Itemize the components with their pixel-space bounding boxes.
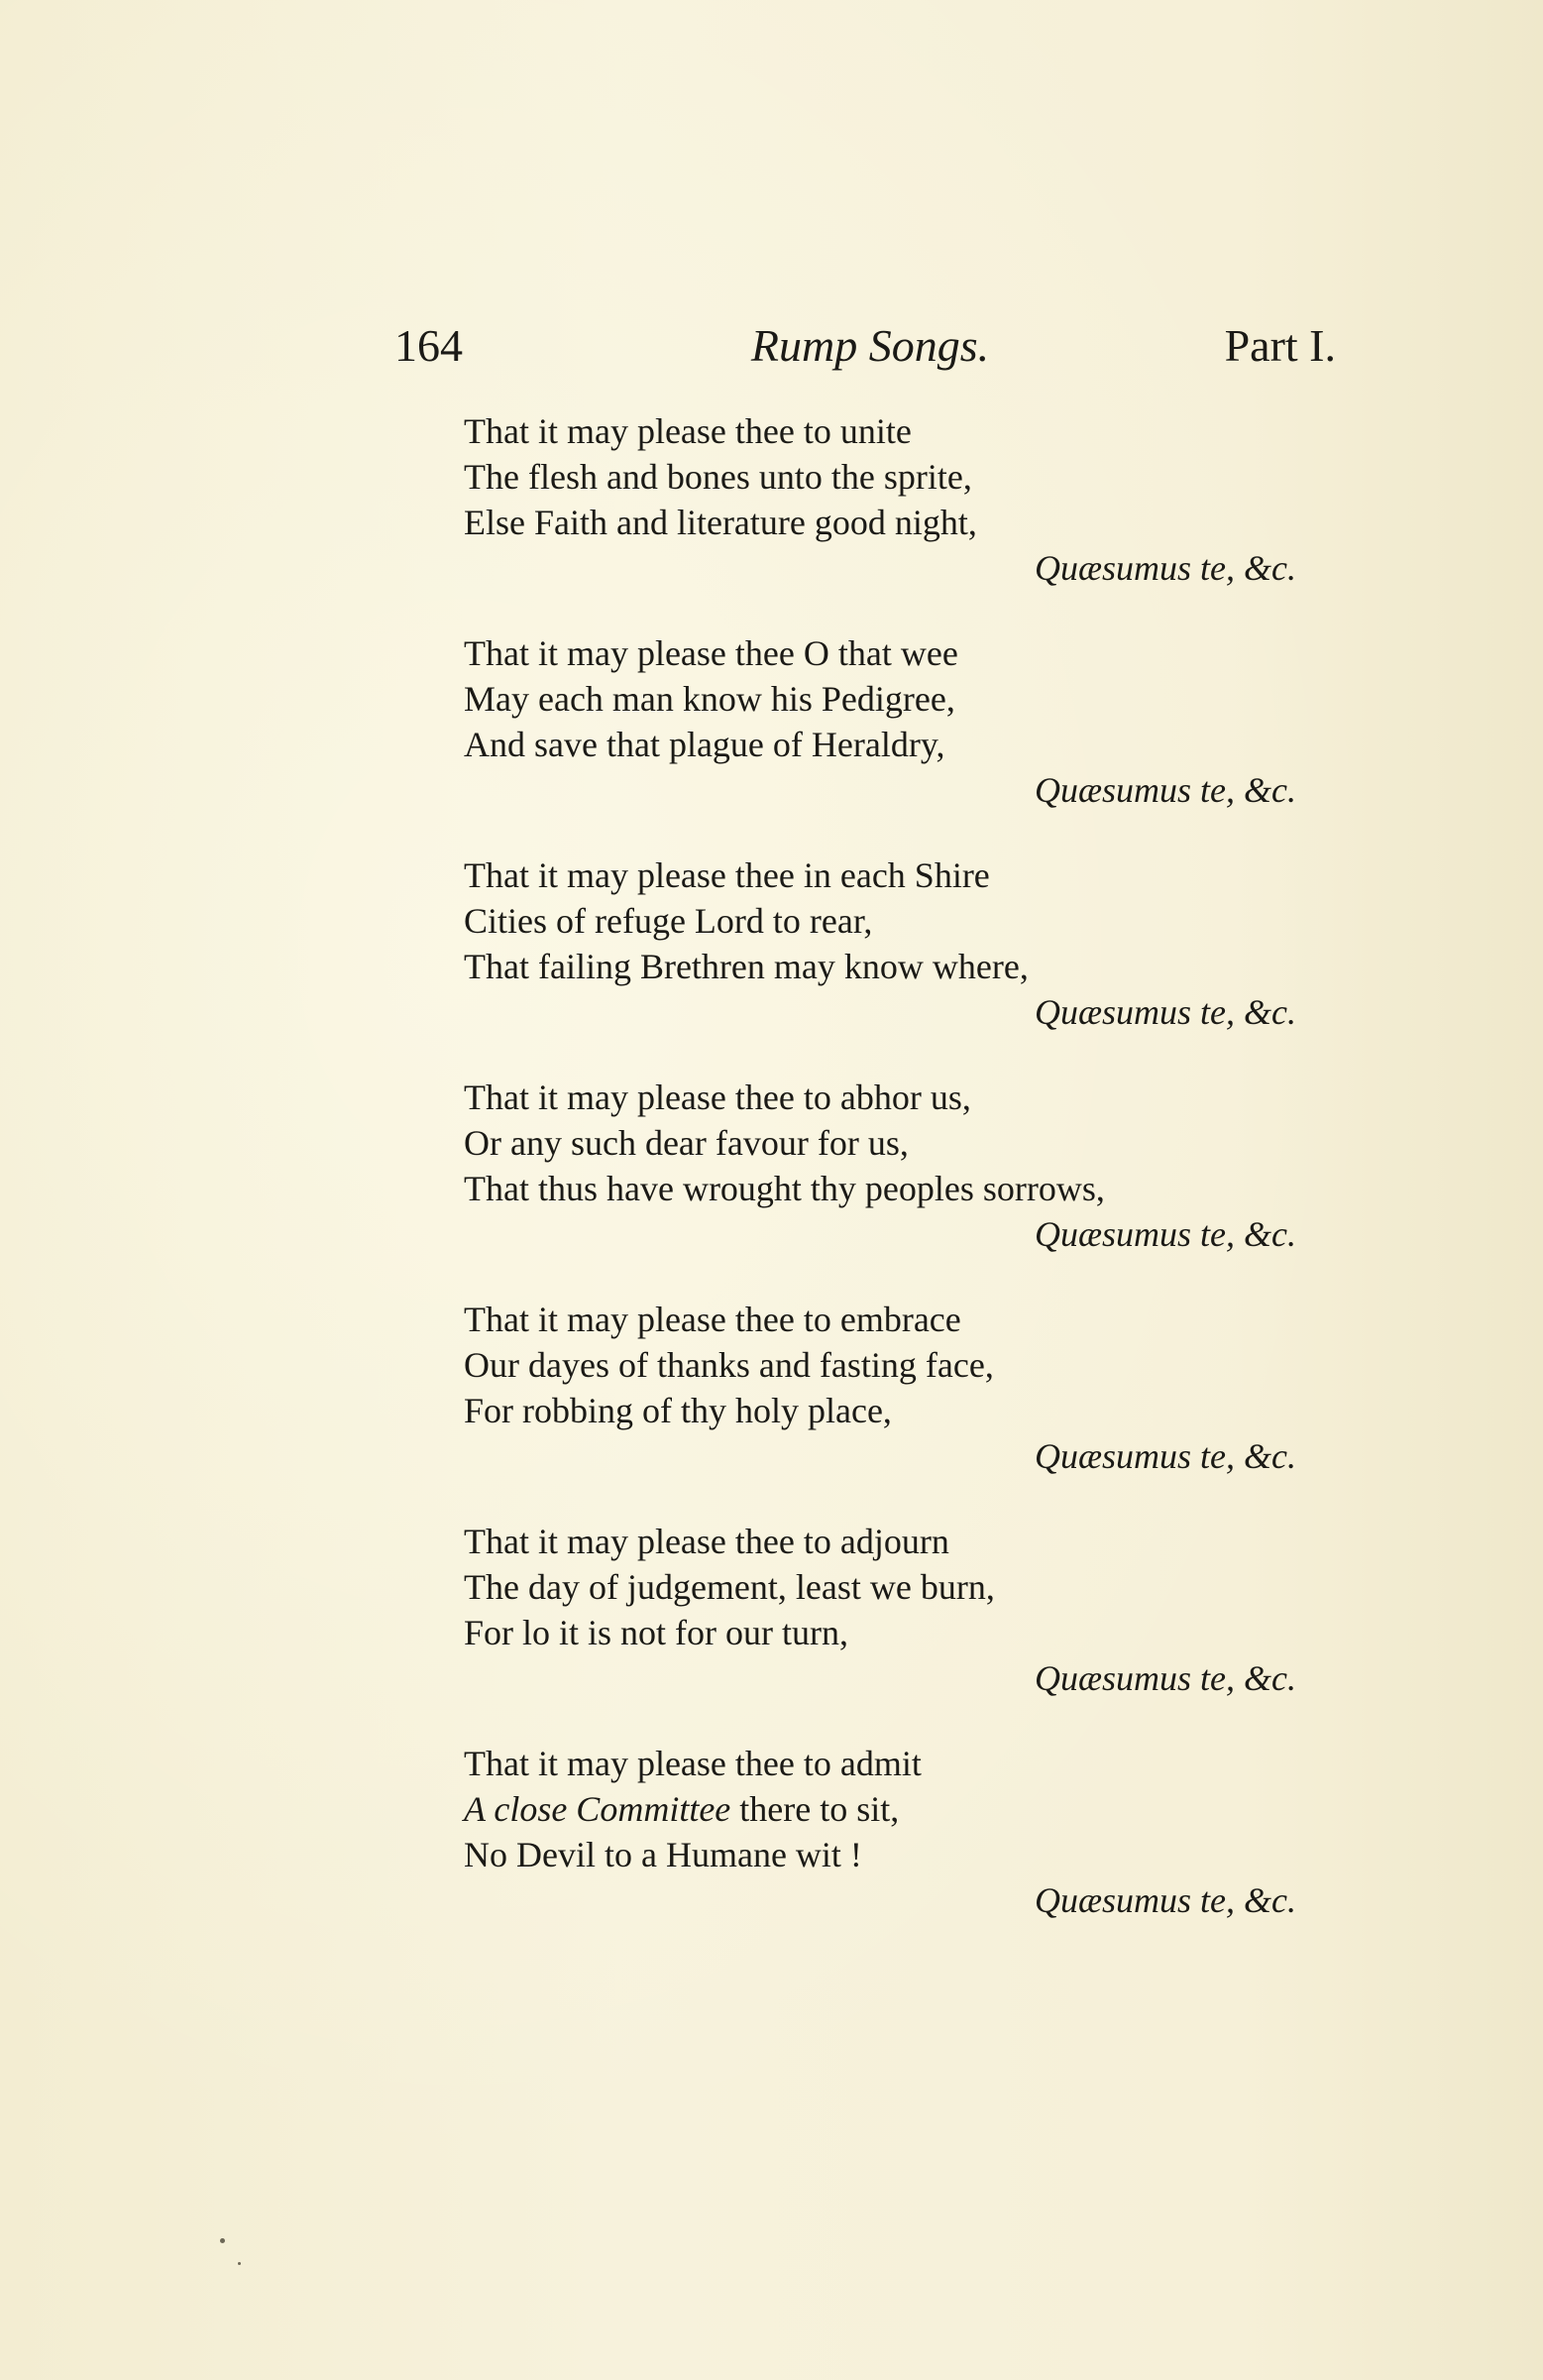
verse-line: That it may please thee to abhor us, <box>464 1077 971 1117</box>
verse-line: That it may please thee O that wee <box>464 633 958 673</box>
verse-line: No Devil to a Humane wit ! <box>464 1835 862 1874</box>
verse-line: That it may please thee to adjourn <box>464 1522 949 1561</box>
verse-line: That failing Brethren may know where, <box>464 947 1029 986</box>
page-number: 164 <box>394 320 463 371</box>
refrain-line: Quæsumus te, &c. <box>1035 1214 1296 1254</box>
verse-line: For lo it is not for our turn, <box>464 1613 848 1652</box>
verse-line: The flesh and bones unto the sprite, <box>464 457 972 497</box>
refrain-line: Quæsumus te, &c. <box>1035 992 1296 1032</box>
stanza <box>464 1741 1306 1963</box>
stanza <box>464 630 1306 852</box>
verse-line: And save that plague of Heraldry, <box>464 725 945 764</box>
verse-line: May each man know his Pedigree, <box>464 679 955 719</box>
italic-phrase: A close Committee <box>464 1789 731 1829</box>
stanza <box>464 1519 1306 1741</box>
stanza <box>464 1297 1306 1519</box>
stanza <box>464 408 1306 630</box>
refrain-line: Quæsumus te, &c. <box>1035 1436 1296 1476</box>
verse-line: Our dayes of thanks and fasting face, <box>464 1345 994 1385</box>
stanza <box>464 1075 1306 1297</box>
verse-line: Cities of refuge Lord to rear, <box>464 901 873 941</box>
verse-line: That thus have wrought thy peoples sorrows, <box>464 1169 1105 1208</box>
refrain-line: Quæsumus te, &c. <box>1035 770 1296 810</box>
refrain-line: Quæsumus te, &c. <box>1035 1658 1296 1698</box>
verse-line <box>464 1786 1306 1832</box>
verse-line: That it may please thee to admit <box>464 1744 922 1783</box>
refrain-line: Quæsumus te, &c. <box>1035 1880 1296 1920</box>
verse-line-rest: there to sit, <box>730 1789 900 1829</box>
stanza <box>464 852 1306 1075</box>
running-title: Rump Songs. <box>750 320 990 371</box>
verse-line: That it may please thee in each Shire <box>464 855 990 895</box>
verse-line: The day of judgement, least we burn, <box>464 1567 995 1607</box>
verse-line: That it may please thee to unite <box>464 411 912 451</box>
page-header <box>394 319 1336 389</box>
refrain-line: Quæsumus te, &c. <box>1035 548 1296 588</box>
verse-line: That it may please thee to embrace <box>464 1300 961 1339</box>
part-label: Part I. <box>1224 320 1336 371</box>
paper-speck <box>238 2262 241 2265</box>
verse-line: Or any such dear favour for us, <box>464 1123 909 1163</box>
verse-line: Else Faith and literature good night, <box>464 503 977 542</box>
verse-line: For robbing of thy holy place, <box>464 1391 892 1430</box>
poem-body <box>464 408 1306 1963</box>
paper-speck <box>220 2238 225 2243</box>
